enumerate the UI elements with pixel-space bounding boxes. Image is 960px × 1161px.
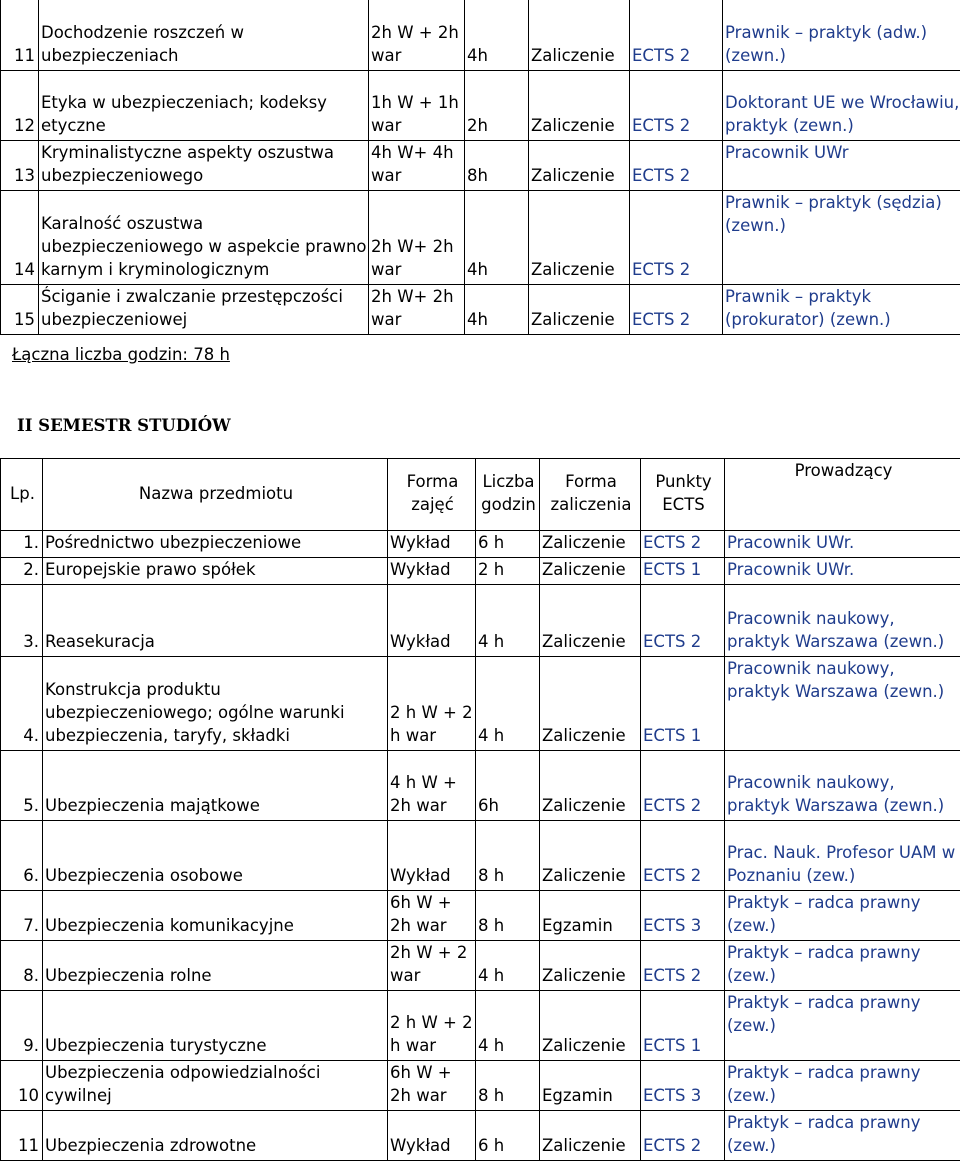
class-form: 2 h W + 2 h war <box>388 657 476 751</box>
course-name: Ubezpieczenia turystyczne <box>43 991 388 1061</box>
ects-points: ECTS 2 <box>630 70 723 140</box>
instructor: Doktorant UE we Wrocławiu, praktyk (zewn.) <box>723 70 960 140</box>
assessment: Zaliczenie <box>540 991 641 1061</box>
class-form: 1h W + 1h war <box>369 70 465 140</box>
table-row <box>1 941 960 991</box>
instructor: Praktyk – radca prawny (zew.) <box>725 1061 960 1111</box>
instructor: Praktyk – radca prawny (zew.) <box>725 941 960 991</box>
assessment: Zaliczenie <box>540 821 641 891</box>
course-name: Ubezpieczenia majątkowe <box>43 751 388 821</box>
instructor: Praktyk – radca prawny (zew.) <box>725 1111 960 1161</box>
assessment: Zaliczenie <box>540 531 641 558</box>
instructor: Pracownik naukowy, praktyk Warszawa (zewn.) <box>725 657 960 751</box>
instructor: Praktyk – radca prawny (zew.) <box>725 991 960 1061</box>
semester-2-table <box>0 458 960 1161</box>
class-form: Wykład <box>388 585 476 657</box>
row-number: 14 <box>1 190 39 284</box>
ects-points: ECTS 2 <box>641 1111 725 1161</box>
course-name: Dochodzenie roszczeń w ubezpieczeniach <box>39 0 369 70</box>
assessment: Egzamin <box>540 1061 641 1111</box>
class-form: 6h W + 2h war <box>388 891 476 941</box>
row-number: 8. <box>1 941 43 991</box>
table-row <box>1 657 960 751</box>
class-form: 6h W + 2h war <box>388 1061 476 1111</box>
table-row <box>1 821 960 891</box>
row-number: 4. <box>1 657 43 751</box>
ects-points: ECTS 3 <box>641 891 725 941</box>
assessment: Zaliczenie <box>529 140 630 190</box>
instructor: Pracownik UWr. <box>725 558 960 585</box>
hours: 4h <box>465 190 529 284</box>
table-row <box>1 891 960 941</box>
table-row <box>1 284 960 334</box>
hours: 4 h <box>476 941 540 991</box>
header-lp: Lp. <box>1 459 43 531</box>
row-number: 11 <box>1 0 39 70</box>
course-name: Ubezpieczenia osobowe <box>43 821 388 891</box>
row-number: 3. <box>1 585 43 657</box>
instructor: Prawnik – praktyk (prokurator) (zewn.) <box>723 284 960 334</box>
assessment: Egzamin <box>540 891 641 941</box>
assessment: Zaliczenie <box>540 585 641 657</box>
table-row <box>1 140 960 190</box>
ects-points: ECTS 2 <box>630 284 723 334</box>
table-row <box>1 558 960 585</box>
table-row <box>1 70 960 140</box>
table-row <box>1 190 960 284</box>
assessment: Zaliczenie <box>540 1111 641 1161</box>
row-number: 9. <box>1 991 43 1061</box>
table-row <box>1 1111 960 1161</box>
semester-1-table <box>0 0 960 335</box>
row-number: 15 <box>1 284 39 334</box>
course-name: Europejskie prawo spółek <box>43 558 388 585</box>
instructor: Prawnik – praktyk (sędzia) (zewn.) <box>723 190 960 284</box>
header-ects: Punkty ECTS <box>641 459 725 531</box>
course-name: Kryminalistyczne aspekty oszustwa ubezpieczeniowego <box>39 140 369 190</box>
class-form: 4 h W + 2h war <box>388 751 476 821</box>
hours: 6h <box>476 751 540 821</box>
ects-points: ECTS 2 <box>630 190 723 284</box>
hours: 4h <box>465 284 529 334</box>
class-form: Wykład <box>388 821 476 891</box>
total-hours: Łączna liczba godzin: 78 h <box>12 345 230 364</box>
course-name: Karalność oszustwa ubezpieczeniowego w aspekcie prawno karnym i kryminologicznym <box>39 190 369 284</box>
instructor: Pracownik UWr <box>723 140 960 190</box>
course-name: Pośrednictwo ubezpieczeniowe <box>43 531 388 558</box>
table-row <box>1 585 960 657</box>
ects-points: ECTS 1 <box>641 657 725 751</box>
assessment: Zaliczenie <box>540 941 641 991</box>
row-number: 5. <box>1 751 43 821</box>
ects-points: ECTS 2 <box>641 531 725 558</box>
table-row <box>1 1061 960 1111</box>
class-form: 2 h W + 2 h war <box>388 991 476 1061</box>
hours: 8 h <box>476 891 540 941</box>
hours: 4 h <box>476 991 540 1061</box>
header-assessment: Forma zaliczenia <box>540 459 641 531</box>
hours: 8 h <box>476 1061 540 1111</box>
ects-points: ECTS 2 <box>641 941 725 991</box>
hours: 2h <box>465 70 529 140</box>
ects-points: ECTS 2 <box>630 0 723 70</box>
ects-points: ECTS 3 <box>641 1061 725 1111</box>
row-number: 2. <box>1 558 43 585</box>
class-form: 2h W + 2 war <box>388 941 476 991</box>
course-name: Ubezpieczenia rolne <box>43 941 388 991</box>
table-row <box>1 991 960 1061</box>
table-header-row <box>1 459 960 531</box>
course-name: Ubezpieczenia zdrowotne <box>43 1111 388 1161</box>
course-name: Etyka w ubezpieczeniach; kodeksy etyczne <box>39 70 369 140</box>
hours: 4h <box>465 0 529 70</box>
class-form: Wykład <box>388 531 476 558</box>
course-name: Ściganie i zwalczanie przestępczości ubezpieczeniowej <box>39 284 369 334</box>
class-form: Wykład <box>388 1111 476 1161</box>
table-row <box>1 0 960 70</box>
instructor: Prawnik – praktyk (adw.) (zewn.) <box>723 0 960 70</box>
instructor: Pracownik naukowy, praktyk Warszawa (zewn.) <box>725 751 960 821</box>
hours: 4 h <box>476 585 540 657</box>
header-name: Nazwa przedmiotu <box>43 459 388 531</box>
instructor: Pracownik UWr. <box>725 531 960 558</box>
course-name: Reasekuracja <box>43 585 388 657</box>
assessment: Zaliczenie <box>529 190 630 284</box>
class-form: 2h W + 2h war <box>369 0 465 70</box>
hours: 8h <box>465 140 529 190</box>
assessment: Zaliczenie <box>540 751 641 821</box>
hours: 4 h <box>476 657 540 751</box>
assessment: Zaliczenie <box>529 284 630 334</box>
ects-points: ECTS 2 <box>641 751 725 821</box>
instructor: Praktyk – radca prawny (zew.) <box>725 891 960 941</box>
hours: 6 h <box>476 531 540 558</box>
hours: 6 h <box>476 1111 540 1161</box>
assessment: Zaliczenie <box>529 0 630 70</box>
ects-points: ECTS 2 <box>641 585 725 657</box>
instructor: Prac. Nauk. Profesor UAM w Poznaniu (zew.) <box>725 821 960 891</box>
course-name: Konstrukcja produktu ubezpieczeniowego; ogólne warunki ubezpieczenia, taryfy, składki <box>43 657 388 751</box>
ects-points: ECTS 2 <box>630 140 723 190</box>
header-hours: Liczba godzin <box>476 459 540 531</box>
assessment: Zaliczenie <box>540 657 641 751</box>
instructor: Pracownik naukowy, praktyk Warszawa (zewn.) <box>725 585 960 657</box>
hours: 2 h <box>476 558 540 585</box>
table-row <box>1 751 960 821</box>
header-form: Forma zajęć <box>388 459 476 531</box>
assessment: Zaliczenie <box>540 558 641 585</box>
class-form: 2h W+ 2h war <box>369 190 465 284</box>
header-instructor: Prowadzący <box>725 459 960 531</box>
table-row <box>1 531 960 558</box>
row-number: 13 <box>1 140 39 190</box>
row-number: 12 <box>1 70 39 140</box>
assessment: Zaliczenie <box>529 70 630 140</box>
row-number: 10 <box>1 1061 43 1111</box>
ects-points: ECTS 1 <box>641 558 725 585</box>
course-name: Ubezpieczenia odpowiedzialności cywilnej <box>43 1061 388 1111</box>
row-number: 1. <box>1 531 43 558</box>
hours: 8 h <box>476 821 540 891</box>
class-form: 2h W+ 2h war <box>369 284 465 334</box>
row-number: 7. <box>1 891 43 941</box>
row-number: 6. <box>1 821 43 891</box>
semester-title: II SEMESTR STUDIÓW <box>17 416 231 435</box>
class-form: Wykład <box>388 558 476 585</box>
course-name: Ubezpieczenia komunikacyjne <box>43 891 388 941</box>
ects-points: ECTS 2 <box>641 821 725 891</box>
ects-points: ECTS 1 <box>641 991 725 1061</box>
class-form: 4h W+ 4h war <box>369 140 465 190</box>
row-number: 11 <box>1 1111 43 1161</box>
